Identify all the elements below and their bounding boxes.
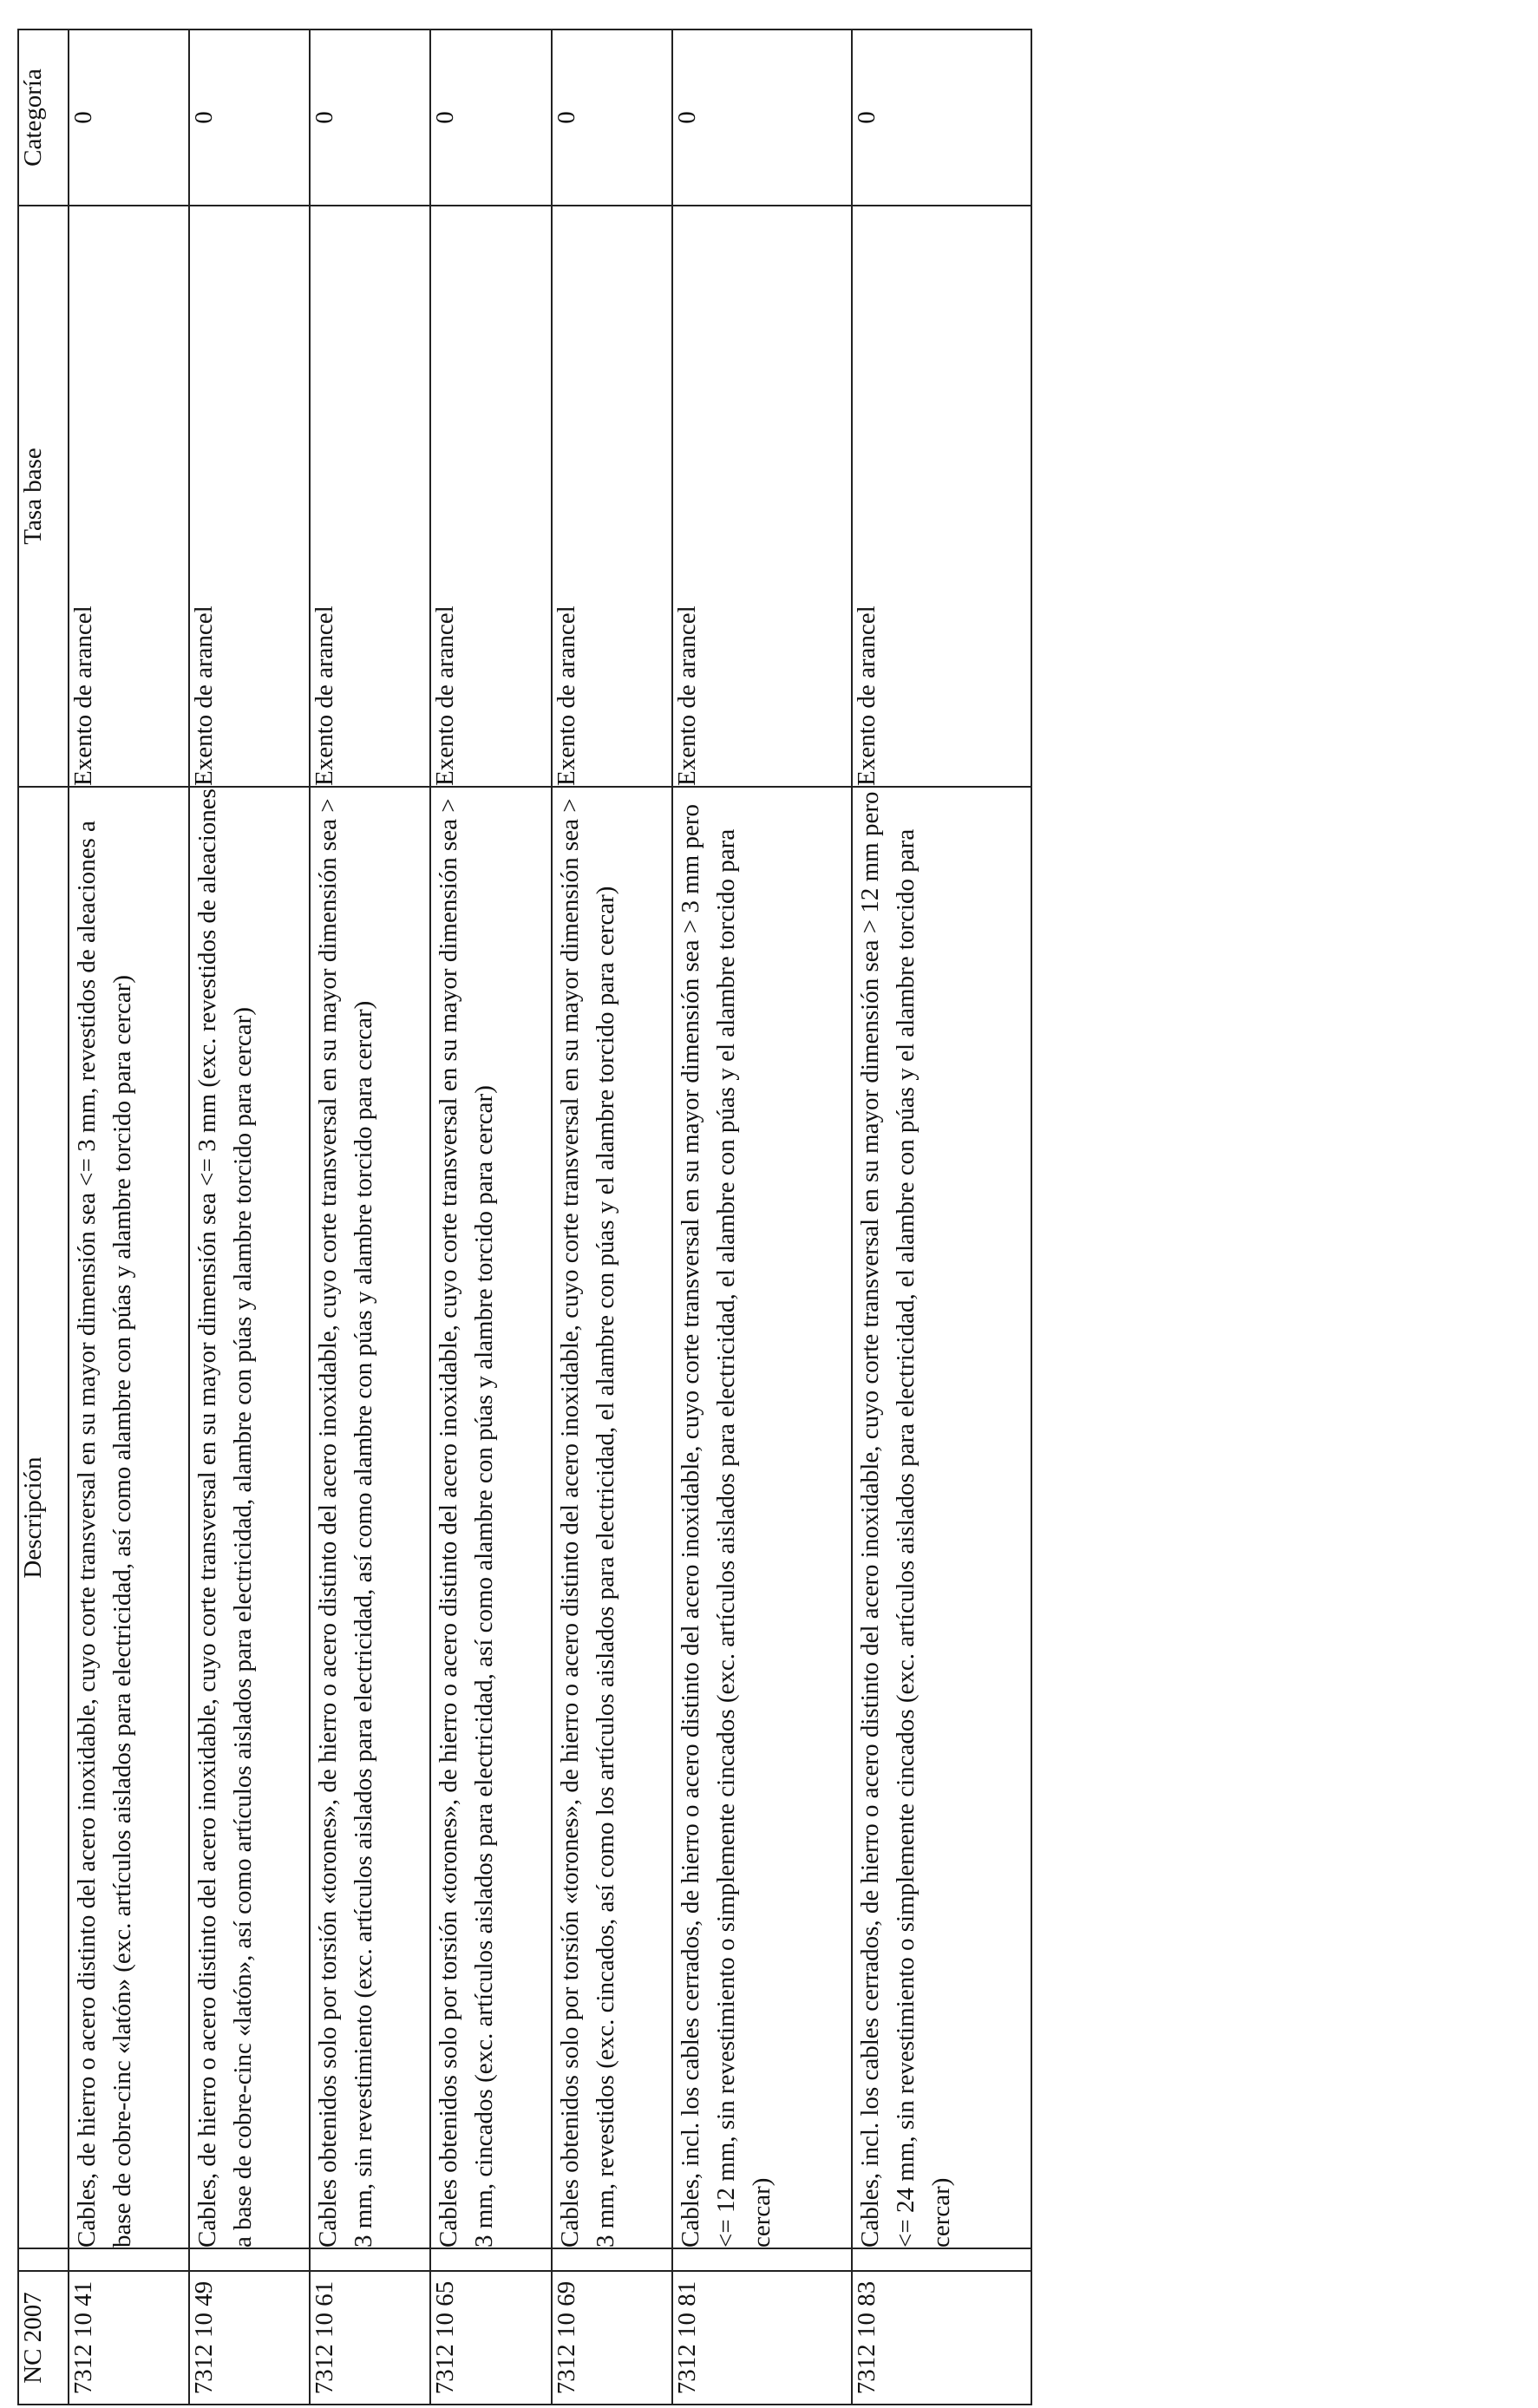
spacer-cell [189, 2248, 310, 2271]
header-category: Categoría [18, 29, 69, 206]
spacer-cell [852, 2248, 1031, 2271]
rate-cell: Exento de arancel [189, 206, 310, 787]
category-cell: 0 [672, 29, 852, 206]
table-row [430, 29, 551, 2405]
category-cell: 0 [69, 29, 189, 206]
category-cell: 0 [310, 29, 430, 206]
header-nc: NC 2007 [18, 2271, 69, 2405]
header-row [18, 29, 69, 2405]
rate-cell: Exento de arancel [310, 206, 430, 787]
category-cell: 0 [189, 29, 310, 206]
category-cell: 0 [430, 29, 551, 206]
nc-code: 7312 10 81 [672, 2271, 852, 2405]
rate-cell: Exento de arancel [69, 206, 189, 787]
spacer-cell [552, 2248, 672, 2271]
category-cell: 0 [852, 29, 1031, 206]
category-cell: 0 [552, 29, 672, 206]
nc-code: 7312 10 65 [430, 2271, 551, 2405]
table-row [552, 29, 672, 2405]
header-spacer [18, 2248, 69, 2271]
spacer-cell [69, 2248, 189, 2271]
header-rate: Tasa base [18, 206, 69, 787]
description-cell: Cables, de hierro o acero distinto del acero inoxidable, cuyo corte transversal en su mayor dimensión sea <= 3 mm (exc. revestidos de aleaciones a base de cobre-cinc «latón», así como artículos aislados para electricidad, alambre con púas y alambre torcido para cercar) [189, 787, 310, 2248]
nc-code: 7312 10 83 [852, 2271, 1031, 2405]
description-cell: Cables obtenidos solo por torsión «torones», de hierro o acero distinto del acero inoxidable, cuyo corte transversal en su mayor dimensión sea > 3 mm, cincados (exc. artículos aislados para electricidad, así como alambre con púas y alambre torcido para cercar) [430, 787, 551, 2248]
nc-code: 7312 10 69 [552, 2271, 672, 2405]
description-cell: Cables, incl. los cables cerrados, de hierro o acero distinto del acero inoxidable, cuyo corte transversal en su mayor dimensión sea > 3 mm pero <= 12 mm, sin revestimiento o simplemente cincados (exc. artículos aislados para electricidad, el alambre con púas y el alambre torcido para cercar) [672, 787, 852, 2248]
rate-cell: Exento de arancel [552, 206, 672, 787]
nc-code: 7312 10 61 [310, 2271, 430, 2405]
tariff-table [17, 29, 1032, 2405]
description-cell: Cables, incl. los cables cerrados, de hierro o acero distinto del acero inoxidable, cuyo corte transversal en su mayor dimensión sea > 12 mm pero <= 24 mm, sin revestimiento o simplemente cincados (exc. artículos aislados para electricidad, el alambre con púas y el alambre torcido para cercar) [852, 787, 1031, 2248]
header-description: Descripción [18, 787, 69, 2248]
spacer-cell [672, 2248, 852, 2271]
table-row [69, 29, 189, 2405]
rate-cell: Exento de arancel [672, 206, 852, 787]
rate-cell: Exento de arancel [852, 206, 1031, 787]
description-cell: Cables obtenidos solo por torsión «torones», de hierro o acero distinto del acero inoxidable, cuyo corte transversal en su mayor dimensión sea > 3 mm, sin revestimiento (exc. artículos aislados para electricidad, así como alambre con púas y alambre torcido para cercar) [310, 787, 430, 2248]
rate-cell: Exento de arancel [430, 206, 551, 787]
nc-code: 7312 10 49 [189, 2271, 310, 2405]
nc-code: 7312 10 41 [69, 2271, 189, 2405]
table-row [189, 29, 310, 2405]
spacer-cell [430, 2248, 551, 2271]
table-row [672, 29, 852, 2405]
spacer-cell [310, 2248, 430, 2271]
table-row [852, 29, 1031, 2405]
description-cell: Cables, de hierro o acero distinto del acero inoxidable, cuyo corte transversal en su mayor dimensión sea <= 3 mm, revestidos de aleaciones a base de cobre-cinc «latón» (exc. artículos aislados para electricidad, así como alambre con púas y alambre torcido para cercar) [69, 787, 189, 2248]
description-cell: Cables obtenidos solo por torsión «torones», de hierro o acero distinto del acero inoxidable, cuyo corte transversal en su mayor dimensión sea > 3 mm, revestidos (exc. cincados, así como los artículos aislados para electricidad, el alambre con púas y el alambre torcido para cercar) [552, 787, 672, 2248]
table-row [310, 29, 430, 2405]
